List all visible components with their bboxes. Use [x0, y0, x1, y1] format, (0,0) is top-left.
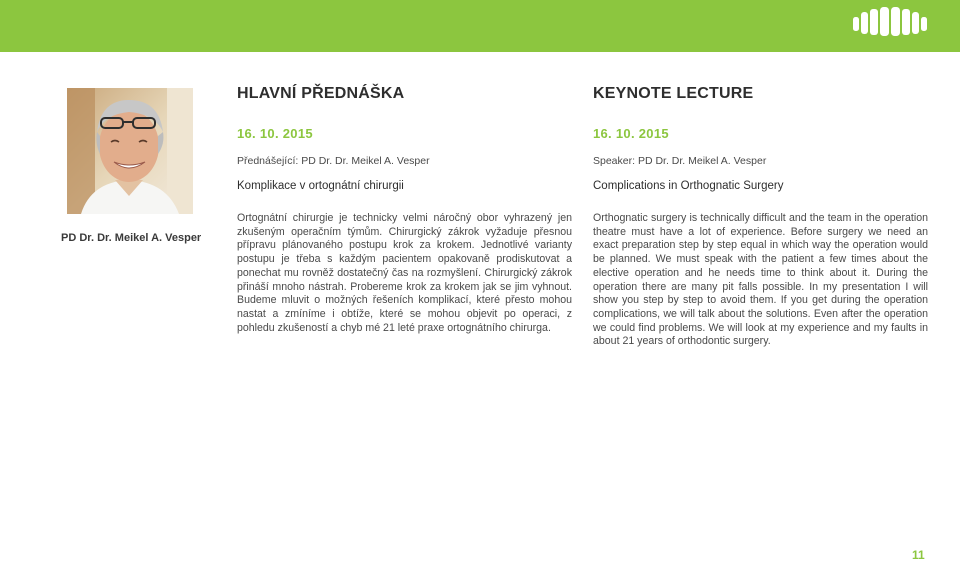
czech-speaker-line: Přednášející: PD Dr. Dr. Meikel A. Vesper — [237, 155, 430, 167]
english-speaker-line: Speaker: PD Dr. Dr. Meikel A. Vesper — [593, 155, 767, 167]
english-heading: KEYNOTE LECTURE — [593, 85, 754, 102]
speaker-caption: PD Dr. Dr. Meikel A. Vesper — [61, 232, 202, 244]
english-body-text: Orthognatic surgery is technically difficult and the team in the operation theatre must have a lot of experience. Before surgery we need an exact preparation step by step equal in which way the operation would be planned. We must speak with the patient a few times about the elective operation and he needs time to think about it. During the operation there are many pit falls possible. In my presentation I will show you step by step to avoid them. If you get during the operation complications, we will talk about the solutions. Even after the operation we could find problems. We will look at my experience and my faults in about 21 years of orthodontic surgery. — [593, 212, 928, 348]
czech-column — [237, 84, 572, 334]
speaker-portrait-image — [67, 88, 193, 214]
czech-date: 16. 10. 2015 — [237, 126, 313, 141]
czech-body-text: Ortognátní chirurgie je technicky velmi náročný obor vyhrazený jen zkušeným operačním týmům. Chirurgický zákrok vyžaduje přesnou přípravu plánovaného postupu krok za krokem. Jednotlivé varianty postupu je třeba s každým pacientem opakovaně prodiskutovat a ponechat mu rovněž dostatečný čas na rozmyšlení. Chirurgický zákrok přináší mnoho nástrah. Probereme krok za krokem jak se jim vyhnout. Budeme mluvit o možných řešeních komplikací, které přesto mohou nastat a zmíníme i obtíže, které se mohou objevit po operaci, z pohledu zkušeností a chyb mé 21 leté praxe ortognátního chirurga. — [237, 212, 572, 334]
english-column — [593, 84, 928, 348]
czech-topic: Komplikace v ortognátní chirurgii — [237, 180, 404, 192]
page-number: 11 — [912, 548, 925, 562]
czech-heading: HLAVNÍ PŘEDNÁŠKA — [237, 85, 405, 102]
english-topic: Complications in Orthognatic Surgery — [593, 180, 784, 192]
tooth-row-logo-icon — [852, 5, 928, 37]
header-band — [0, 0, 960, 52]
english-date: 16. 10. 2015 — [593, 126, 669, 141]
